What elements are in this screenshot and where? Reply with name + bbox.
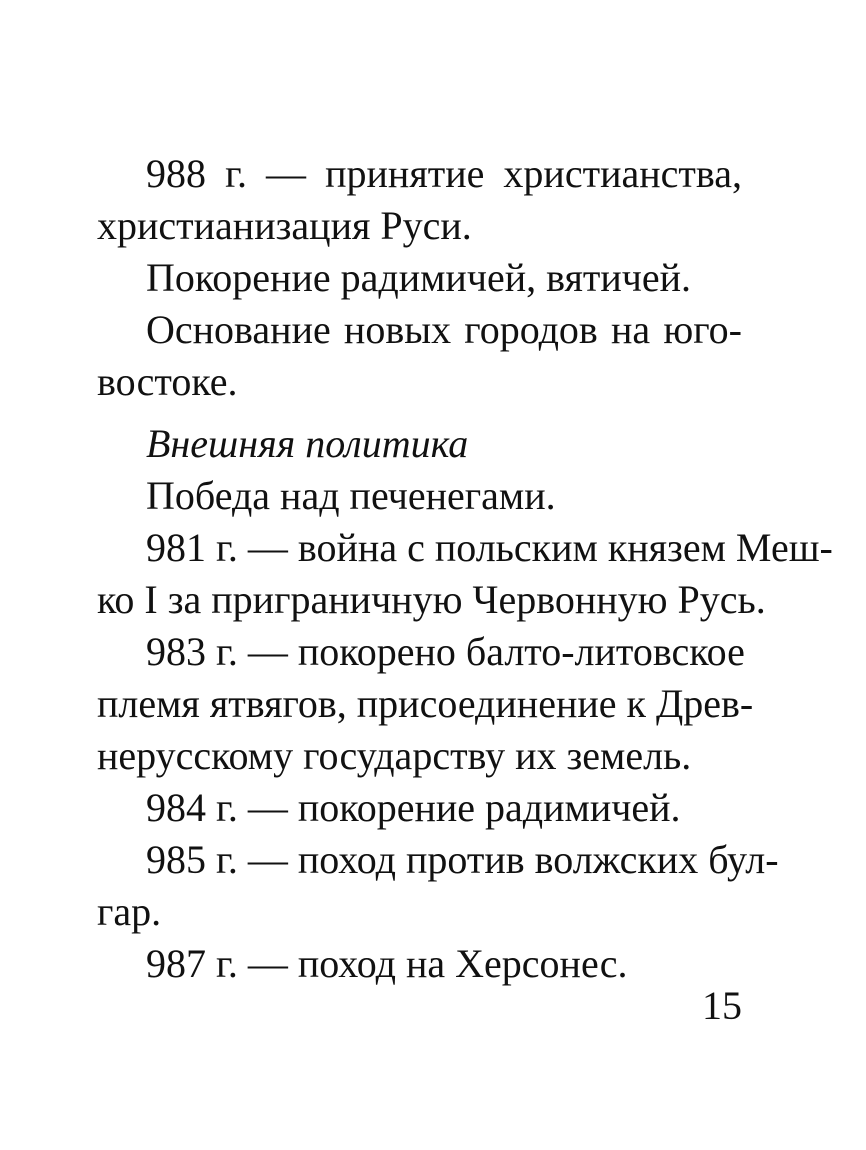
paragraph-987: 987 г. — поход на Херсонес. xyxy=(146,941,628,986)
paragraph-981-line-2: ко I за приграничную Червонную Русь. xyxy=(97,577,766,622)
paragraph-988-line-1: 988 г. — принятие христианства, xyxy=(146,151,742,196)
paragraph-983-line-2: племя ятвягов, присоединение к Древ- xyxy=(97,681,754,726)
paragraph-pechenegs: Победа над печенегами. xyxy=(146,473,556,518)
section-heading: Внешняя политика xyxy=(146,421,469,466)
paragraph-985-line-1: 985 г. — поход против волжских бул- xyxy=(146,837,779,882)
paragraph-cities-line-2: востоке. xyxy=(97,359,238,404)
paragraph-cities-line-1: Основание новых городов на юго- xyxy=(146,307,742,352)
page-number: 15 xyxy=(702,983,742,1028)
paragraph-988-line-2: христианизация Руси. xyxy=(97,203,472,248)
paragraph-984: 984 г. — покорение радимичей. xyxy=(146,785,681,830)
paragraph-radimichi: Покорение радимичей, вятичей. xyxy=(146,255,692,300)
paragraph-985-line-2: гар. xyxy=(97,889,162,934)
paragraph-983-line-1: 983 г. — покорено балто-литовское xyxy=(146,629,745,674)
paragraph-981-line-1: 981 г. — война с польским князем Меш- xyxy=(146,525,833,570)
paragraph-983-line-3: нерусскому государству их земель. xyxy=(97,733,692,778)
